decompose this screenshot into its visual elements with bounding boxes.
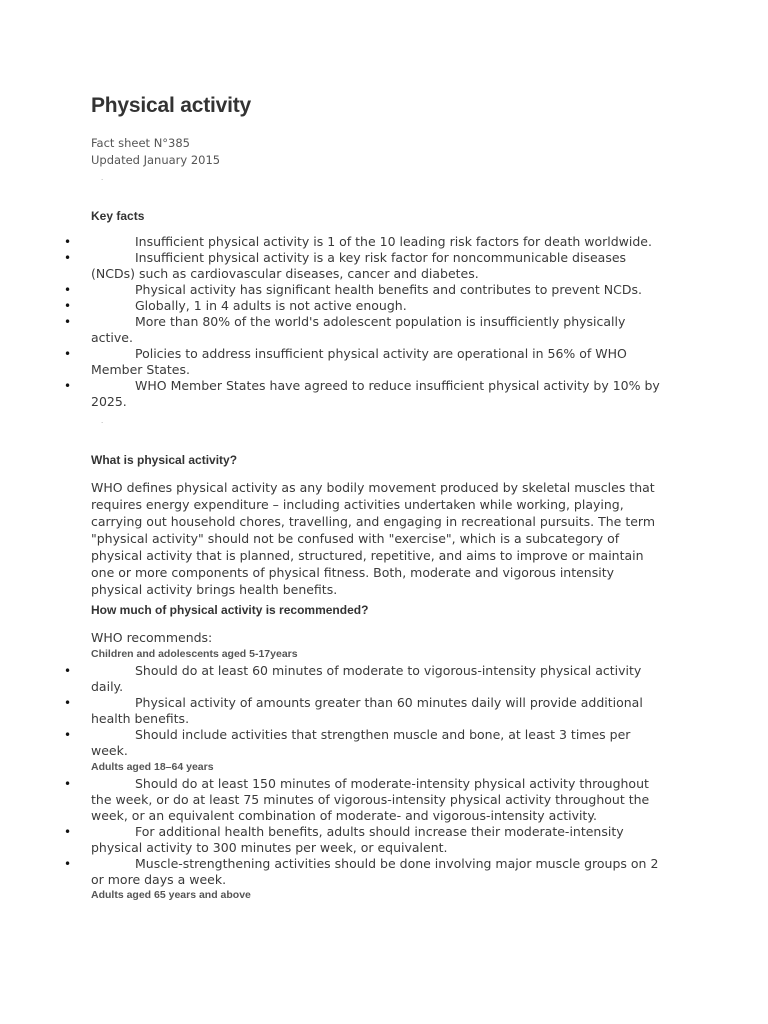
list-item: • Muscle-strengthening activities should be done involving major muscle groups on 2 or more days a week. <box>64 856 659 887</box>
fact-sheet-number: Fact sheet N°385 <box>91 136 190 150</box>
children-list <box>64 663 666 759</box>
list-item: • Physical activity of amounts greater than 60 minutes daily will provide additional health benefits. <box>64 695 643 726</box>
list-item: • WHO Member States have agreed to reduce insufficient physical activity by 10% by 2025. <box>64 378 660 409</box>
list-item: • Should do at least 60 minutes of moderate to vigorous-intensity physical activity daily. <box>64 663 642 694</box>
separator-dot: · <box>101 419 104 427</box>
older-adults-heading: Adults aged 65 years and above <box>91 889 251 901</box>
list-item: • Should include activities that strengthen muscle and bone, at least 3 times per week. <box>64 727 631 758</box>
bullet-icon: • <box>64 299 72 313</box>
bullet-icon: • <box>64 825 72 839</box>
bullet-icon: • <box>64 728 72 742</box>
bullet-icon: • <box>64 696 72 710</box>
list-item: • More than 80% of the world's adolescent population is insufficiently physically active. <box>64 314 626 345</box>
bullet-icon: • <box>64 251 72 265</box>
adults-list <box>64 776 666 888</box>
updated-date: Updated January 2015 <box>91 153 221 167</box>
bullet-icon: • <box>64 235 72 249</box>
bullet-icon: • <box>64 664 72 678</box>
bullet-icon: • <box>64 777 72 791</box>
bullet-icon: • <box>64 379 72 393</box>
list-item: • Policies to address insufficient physical activity are operational in 56% of WHO Member States. <box>64 346 627 377</box>
what-is-paragraph: WHO defines physical activity as any bodily movement produced by skeletal muscles that requires energy expenditure – including activities undertaken while working, playing, carrying out household chores, travelling, and engaging in recreational pursuits. The term "physical activity" should not be confused with "exercise", which is a subcategory of physical activity that is planned, structured, repetitive, and aims to improve or maintain one or more components of physical fitness. Both, moderate and vigorous intensity physical activity brings health benefits. <box>91 480 656 597</box>
adults-heading: Adults aged 18–64 years <box>91 761 214 773</box>
page-title: Physical activity <box>91 94 252 117</box>
bullet-icon: • <box>64 283 72 297</box>
list-item: • For additional health benefits, adults should increase their moderate-intensity physical activity to 300 minutes per week, or equivalent. <box>64 824 624 855</box>
how-much-heading: How much of physical activity is recommended? <box>91 603 369 617</box>
what-is-heading: What is physical activity? <box>91 453 238 467</box>
list-item: • Should do at least 150 minutes of moderate-intensity physical activity throughout the week, or do at least 75 minutes of vigorous-intensity physical activity throughout the week, or an equivalent combination of moderate- and vigorous-intensity activity. <box>64 776 650 823</box>
bullet-icon: • <box>64 347 72 361</box>
bullet-icon: • <box>64 315 72 329</box>
separator-dot: · <box>101 176 104 184</box>
bullet-icon: • <box>64 857 72 871</box>
children-heading: Children and adolescents aged 5-17years <box>91 648 298 660</box>
who-recommends-text: WHO recommends: <box>91 630 213 645</box>
key-facts-list <box>64 234 666 410</box>
list-item: • Globally, 1 in 4 adults is not active enough. <box>64 298 407 313</box>
key-facts-heading: Key facts <box>91 209 145 223</box>
list-item: • Insufficient physical activity is a key risk factor for noncommunicable diseases (NCDs) such as cardiovascular diseases, cancer and diabetes. <box>64 250 627 281</box>
list-item: • Insufficient physical activity is 1 of the 10 leading risk factors for death worldwide. <box>64 234 652 249</box>
list-item: • Physical activity has significant health benefits and contributes to prevent NCDs. <box>64 282 642 297</box>
